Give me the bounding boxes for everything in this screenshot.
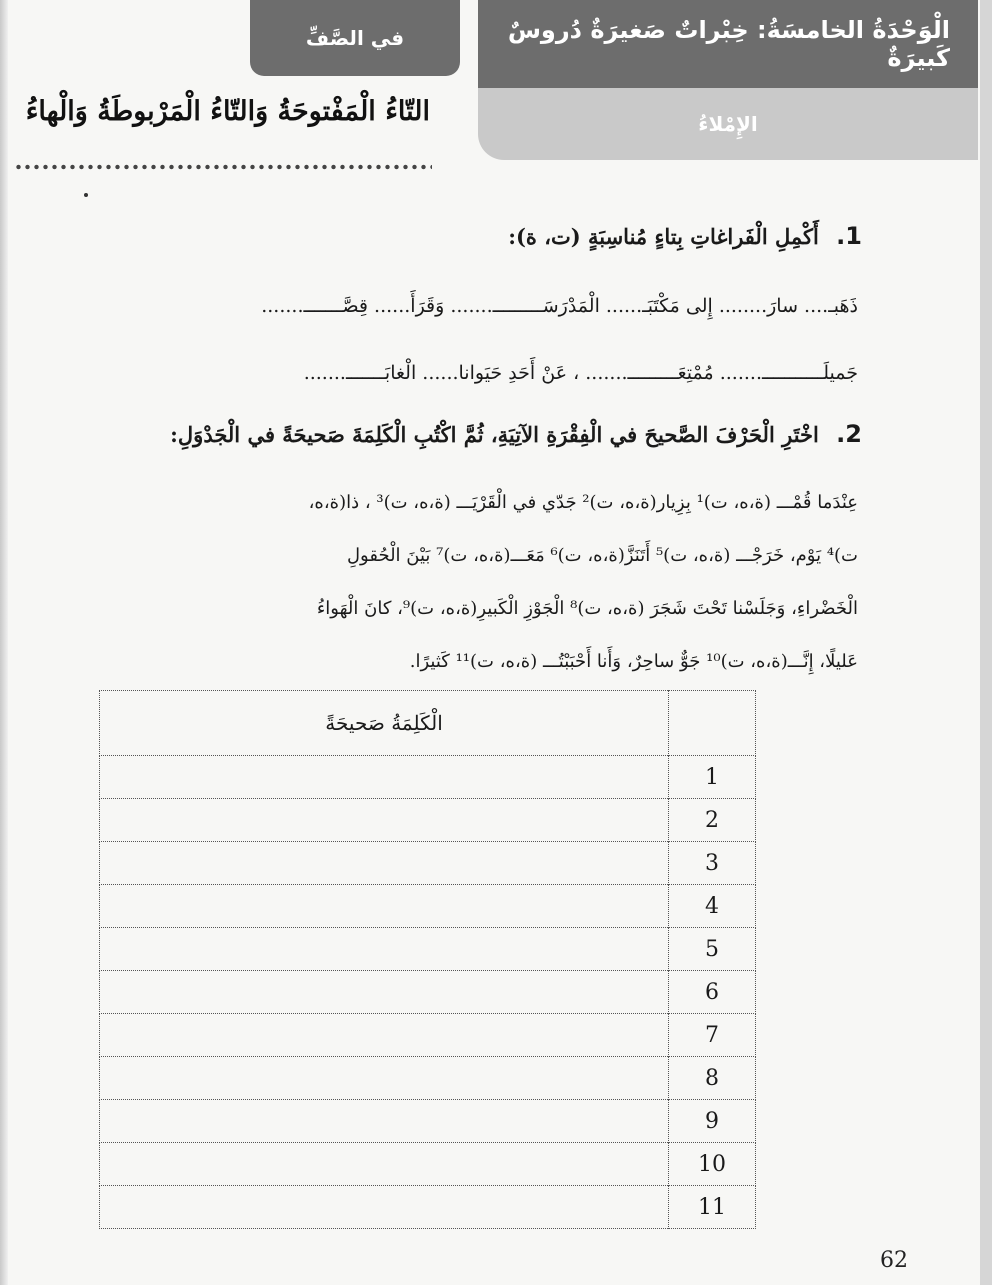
fill-blank-line-2: جَميلَـــــــــــ....... مُمْتِعَـــــــــ....... ، عَنْ أَحَدِ حَيَوانا...... الْغابَـــــــ.......: [303, 362, 858, 384]
row-number: 3: [669, 842, 756, 885]
row-number: 9: [669, 1100, 756, 1143]
grade-tab-label: في الصَّفِّ: [305, 26, 405, 50]
page-right-edge: [980, 0, 992, 1285]
grade-tab: [250, 0, 460, 76]
row-number: 11: [669, 1186, 756, 1229]
table-row: [100, 842, 756, 885]
answer-cell[interactable]: [100, 885, 669, 928]
paragraph-line: الْخَضْراءِ، وَجَلَسْنا تَحْتَ شَجَرَ (ة،ه، ت)⁸ الْجَوْزِ الْكَبيرِ(ة،ه، ت)⁹، كانَ الْهَواءُ: [316, 598, 858, 619]
page-left-edge: [0, 0, 8, 1285]
answer-cell[interactable]: [100, 756, 669, 799]
table-row: [100, 885, 756, 928]
table-header-word: الْكَلِمَةُ صَحيحَةً: [100, 691, 669, 756]
row-number: 7: [669, 1014, 756, 1057]
table-row: [100, 971, 756, 1014]
question-2-number: 2.: [836, 420, 862, 448]
answer-cell[interactable]: [100, 1143, 669, 1186]
question-2-heading: [62, 420, 862, 448]
table-header-number: [669, 691, 756, 756]
table-row: [100, 756, 756, 799]
question-1-heading: [262, 222, 862, 250]
unit-title: الْوَحْدَةُ الخامسَةُ: خِبْراتٌ صَغيرَةٌ دُروسٌ كَبيرَةٌ: [507, 16, 950, 72]
row-number: 2: [669, 799, 756, 842]
answer-cell[interactable]: [100, 842, 669, 885]
answer-cell[interactable]: [100, 971, 669, 1014]
table-row: [100, 1186, 756, 1229]
answer-cell[interactable]: [100, 1014, 669, 1057]
table-row: [100, 928, 756, 971]
table-row: [100, 799, 756, 842]
row-number: 10: [669, 1143, 756, 1186]
subject-label: الإِمْلاءُ: [698, 112, 758, 136]
answer-table: [99, 690, 756, 1229]
answer-cell[interactable]: [100, 928, 669, 971]
row-number: 4: [669, 885, 756, 928]
table-row: [100, 1100, 756, 1143]
table-row: [100, 1014, 756, 1057]
paragraph-line: عَليلًا، إِنَّـــ(ة،ه، ت)¹⁰ جَوٌّ ساحِرٌ، وَأَنا أَحْبَبْتُـــ (ة،ه، ت)¹¹ كَثيرًا.: [409, 651, 858, 672]
table-row: [100, 1057, 756, 1100]
table-header-row: [100, 691, 756, 756]
subject-band: [478, 88, 978, 160]
answer-cell[interactable]: [100, 799, 669, 842]
table-row: [100, 1143, 756, 1186]
answer-cell[interactable]: [100, 1057, 669, 1100]
question-2-paragraph: [106, 476, 858, 688]
row-number: 8: [669, 1057, 756, 1100]
row-number: 5: [669, 928, 756, 971]
lesson-title: التّاءُ الْمَفْتوحَةُ وَالتّاءُ الْمَرْبوطَةُ وَالْهاءُ: [25, 96, 430, 127]
dotted-divider: [14, 162, 432, 172]
paragraph-line: عِنْدَما قُمْـــ (ة،ه، ت)¹ بِزِيار(ة،ه، ت)² جَدّي في الْقَرْيَـــ (ة،ه، ت)³ ، ذا(ة،ه،: [308, 492, 858, 513]
stray-dot: [84, 193, 88, 197]
page-number: 62: [880, 1248, 908, 1273]
question-2-instruction: اخْتَرِ الْحَرْفَ الصَّحيحَ في الْفِقْرَةِ الآتِيَةِ، ثُمَّ اكْتُبِ الْكَلِمَةَ صَحيحَةً في الْجَدْوَلِ:: [170, 422, 819, 447]
fill-blank-line-1: ذَهَبـ.... سارَ........ إِلى مَكْتَبَـ...... الْمَدْرَسَـــــــــ....... وَقَرَأَ...... قِصَّـــــــ.......: [261, 295, 858, 317]
question-1-number: 1.: [836, 222, 862, 250]
row-number: 1: [669, 756, 756, 799]
question-1-instruction: أَكْمِلِ الْفَراغاتِ بِتاءٍ مُناسِبَةٍ (ت، ة):: [508, 224, 819, 249]
answer-cell[interactable]: [100, 1100, 669, 1143]
paragraph-line: ت)⁴ يَوْم، خَرَجْـــ (ة،ه، ت)⁵ أَتَنَزَّ(ة،ه، ت)⁶ مَعَـــ(ة،ه، ت)⁷ بَيْنَ الْحُقولِ: [346, 545, 858, 566]
unit-banner: [478, 0, 978, 88]
row-number: 6: [669, 971, 756, 1014]
answer-cell[interactable]: [100, 1186, 669, 1229]
